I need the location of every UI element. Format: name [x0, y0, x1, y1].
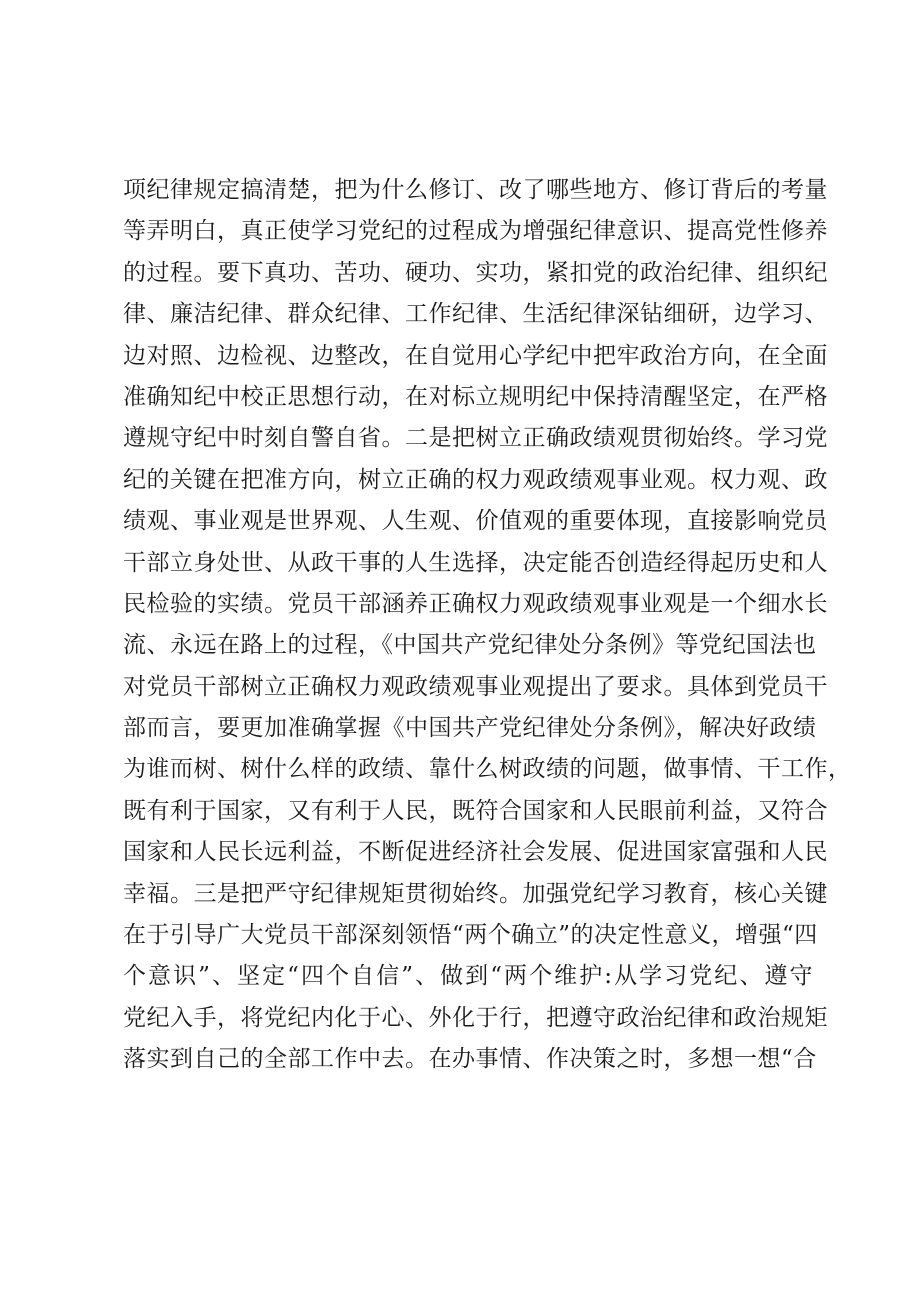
- text-line-21: 党纪入手，将党纪内化于心、外化于行，把遵守政治纪律和政治规矩: [123, 1004, 828, 1031]
- text-line-17: 国家和人民长远利益，不断促进经济社会发展、促进国家富强和人民: [123, 839, 828, 866]
- text-line-7: 遵规守纪中时刻自警自省。二是把树立正确政绩观贯彻始终。学习党: [123, 425, 828, 452]
- text-line-2: 等弄明白，真正使学习党纪的过程成为增强纪律意识、提高党性修养: [123, 218, 828, 245]
- text-line-16: 既有利于国家，又有利于人民，既符合国家和人民眼前利益，又符合: [123, 797, 828, 824]
- text-line-14: 部而言，要更加准确掌握《中国共产党纪律处分条例》，解决好政绩: [123, 715, 817, 742]
- text-line-3: 的过程。要下真功、苦功、硬功、实功，紧扣党的政治纪律、组织纪: [123, 259, 828, 286]
- text-line-18: 幸福。三是把严守纪律规矩贯彻始终。加强党纪学习教育，核心关键: [123, 880, 828, 907]
- text-line-20: 个意识”、坚定“四个自信”、做到“两个维护:从学习党纪、遵守: [123, 963, 813, 990]
- text-line-9: 绩观、事业观是世界观、人生观、价值观的重要体现，直接影响党员: [123, 508, 828, 535]
- body-text: [123, 170, 852, 1081]
- text-line-11: 民检验的实绩。党员干部涵养正确权力观政绩观事业观是一个细水长: [123, 590, 828, 617]
- text-line-6: 准确知纪中校正思想行动，在对标立规明纪中保持清醒坚定，在严格: [123, 383, 828, 410]
- text-line-15: 为谁而树、树什么样的政绩、靠什么树政绩的问题，做事情、干工作，: [123, 756, 852, 783]
- text-line-22: 落实到自己的全部工作中去。在办事情、作决策之时，多想一想“合: [123, 1046, 817, 1073]
- text-line-1: 项纪律规定搞清楚，把为什么修订、改了哪些地方、修订背后的考量: [123, 177, 828, 203]
- text-line-8: 纪的关键在把准方向，树立正确的权力观政绩观事业观。权力观、政: [123, 466, 828, 493]
- text-line-12: 流、永远在路上的过程，《中国共产党纪律处分条例》等党纪国法也: [123, 632, 817, 659]
- text-line-19: 在于引导广大党员干部深刻领悟“两个确立”的决定性意义，增强“四: [123, 922, 818, 949]
- text-line-5: 边对照、边检视、边整改，在自觉用心学纪中把牢政治方向，在全面: [123, 342, 828, 369]
- text-line-4: 律、廉洁纪律、群众纪律、工作纪律、生活纪律深钻细研，边学习、: [123, 301, 828, 328]
- text-line-13: 对党员干部树立正确权力观政绩观事业观提出了要求。具体到党员干: [123, 673, 828, 700]
- text-line-10: 干部立身处世、从政干事的人生选择，决定能否创造经得起历史和人: [123, 549, 828, 576]
